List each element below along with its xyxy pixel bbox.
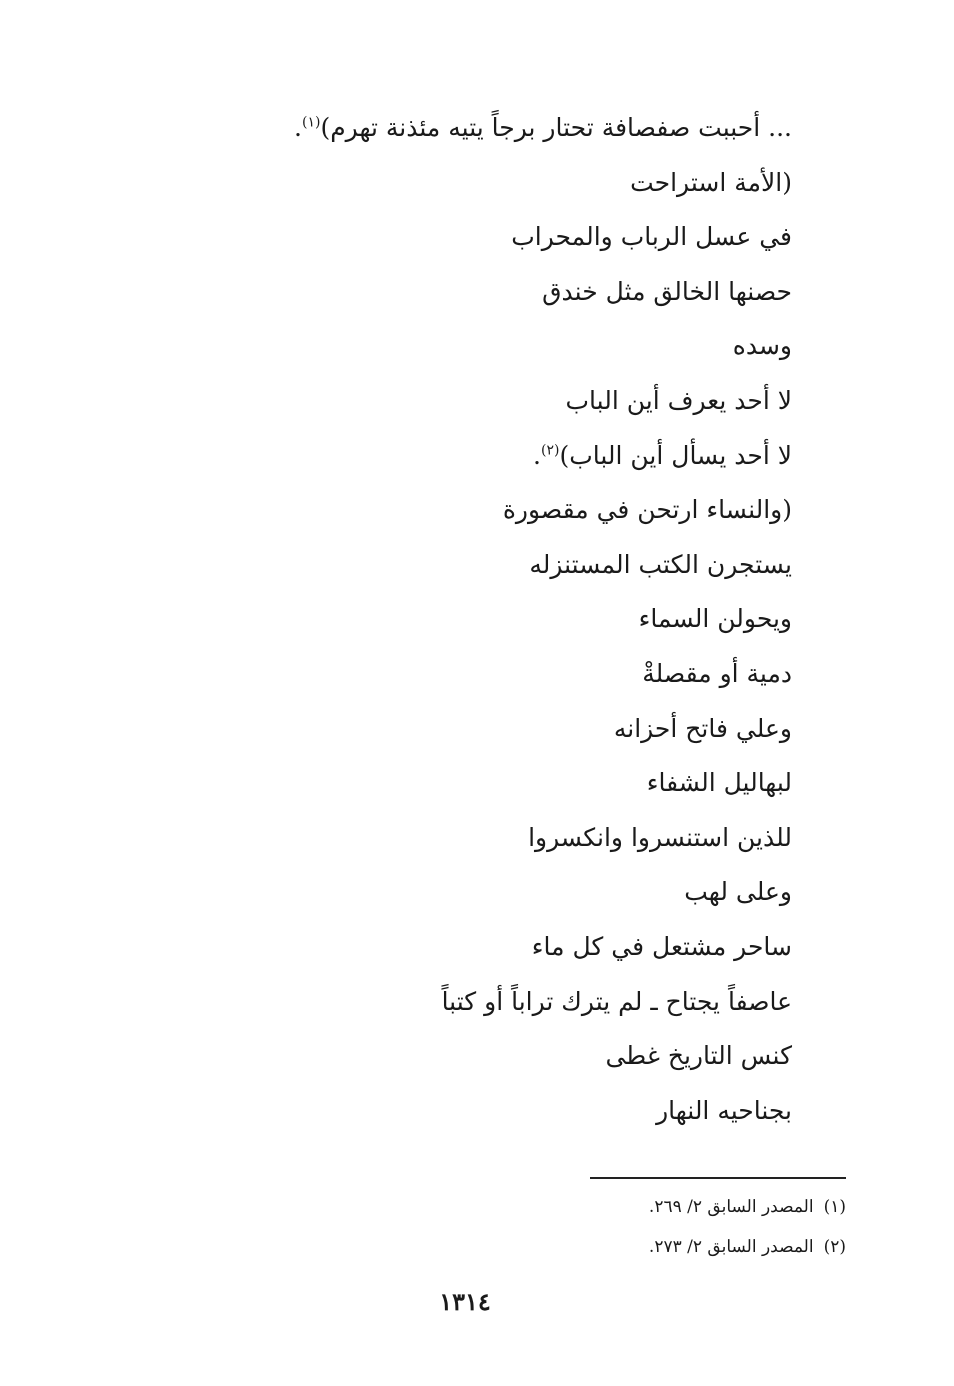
footnote-number: (٢) xyxy=(823,1237,846,1257)
poem-line: (الأمة استراحت xyxy=(630,167,792,197)
poem-line: في عسل الرباب والمحراب xyxy=(511,222,792,252)
poem-line: ويحولن السماء xyxy=(638,604,792,634)
poem-line: يستجرن الكتب المستنزله xyxy=(529,549,792,579)
poem-line: وعلي فاتح أحزانه xyxy=(613,713,792,743)
page-number: ١٣١٤ xyxy=(439,1287,491,1316)
footnote-text: المصدر السابق ٢/ ٢٦٩. xyxy=(648,1197,814,1217)
poem-line: وسده xyxy=(732,331,792,361)
footnote-reference: (١) xyxy=(301,114,321,131)
poem-line: كنس التاريخ غطى xyxy=(605,1041,792,1071)
poem-line-text: لا أحد يسأل أين الباب) xyxy=(559,440,792,470)
poem-line: دمية أو مقصلةْ xyxy=(642,658,792,688)
footnote-text: المصدر السابق ٢/ ٢٧٣. xyxy=(648,1237,814,1257)
poem-line: وعلى لهب xyxy=(684,877,792,907)
poem-body xyxy=(192,101,792,1138)
poem-line: ساحر مشتعل في كل ماء xyxy=(531,931,792,961)
footnote-divider xyxy=(590,1177,846,1179)
footnotes xyxy=(446,1190,846,1270)
poem-line: (والنساء ارتحن في مقصورة xyxy=(502,495,792,525)
poem-line-text: ... أحببت صفصافة تحتار برجاً يتيه مئذنة تهرم) xyxy=(320,113,792,142)
poem-line: بجناحيه النهار xyxy=(656,1095,792,1125)
footnote xyxy=(446,1230,846,1270)
footnote-reference: (٢) xyxy=(540,442,560,459)
poem-line: لا أحد يعرف أين الباب xyxy=(565,385,792,415)
poem-line-end: . xyxy=(533,440,541,470)
poem-line: لبهاليل الشفاء xyxy=(646,768,792,798)
footnote xyxy=(446,1190,846,1230)
poem-line: حصنها الخالق مثل خندق xyxy=(542,276,792,306)
poem-line xyxy=(192,101,792,156)
poem-line xyxy=(192,429,792,484)
poem-line: للذين استنسروا وانكسروا xyxy=(528,822,792,852)
poem-line-end: . xyxy=(294,113,302,142)
footnote-number: (١) xyxy=(823,1197,846,1217)
poem-line: عاصفاً يجتاح ـ لم يترك تراباً أو كتباً xyxy=(441,986,792,1016)
